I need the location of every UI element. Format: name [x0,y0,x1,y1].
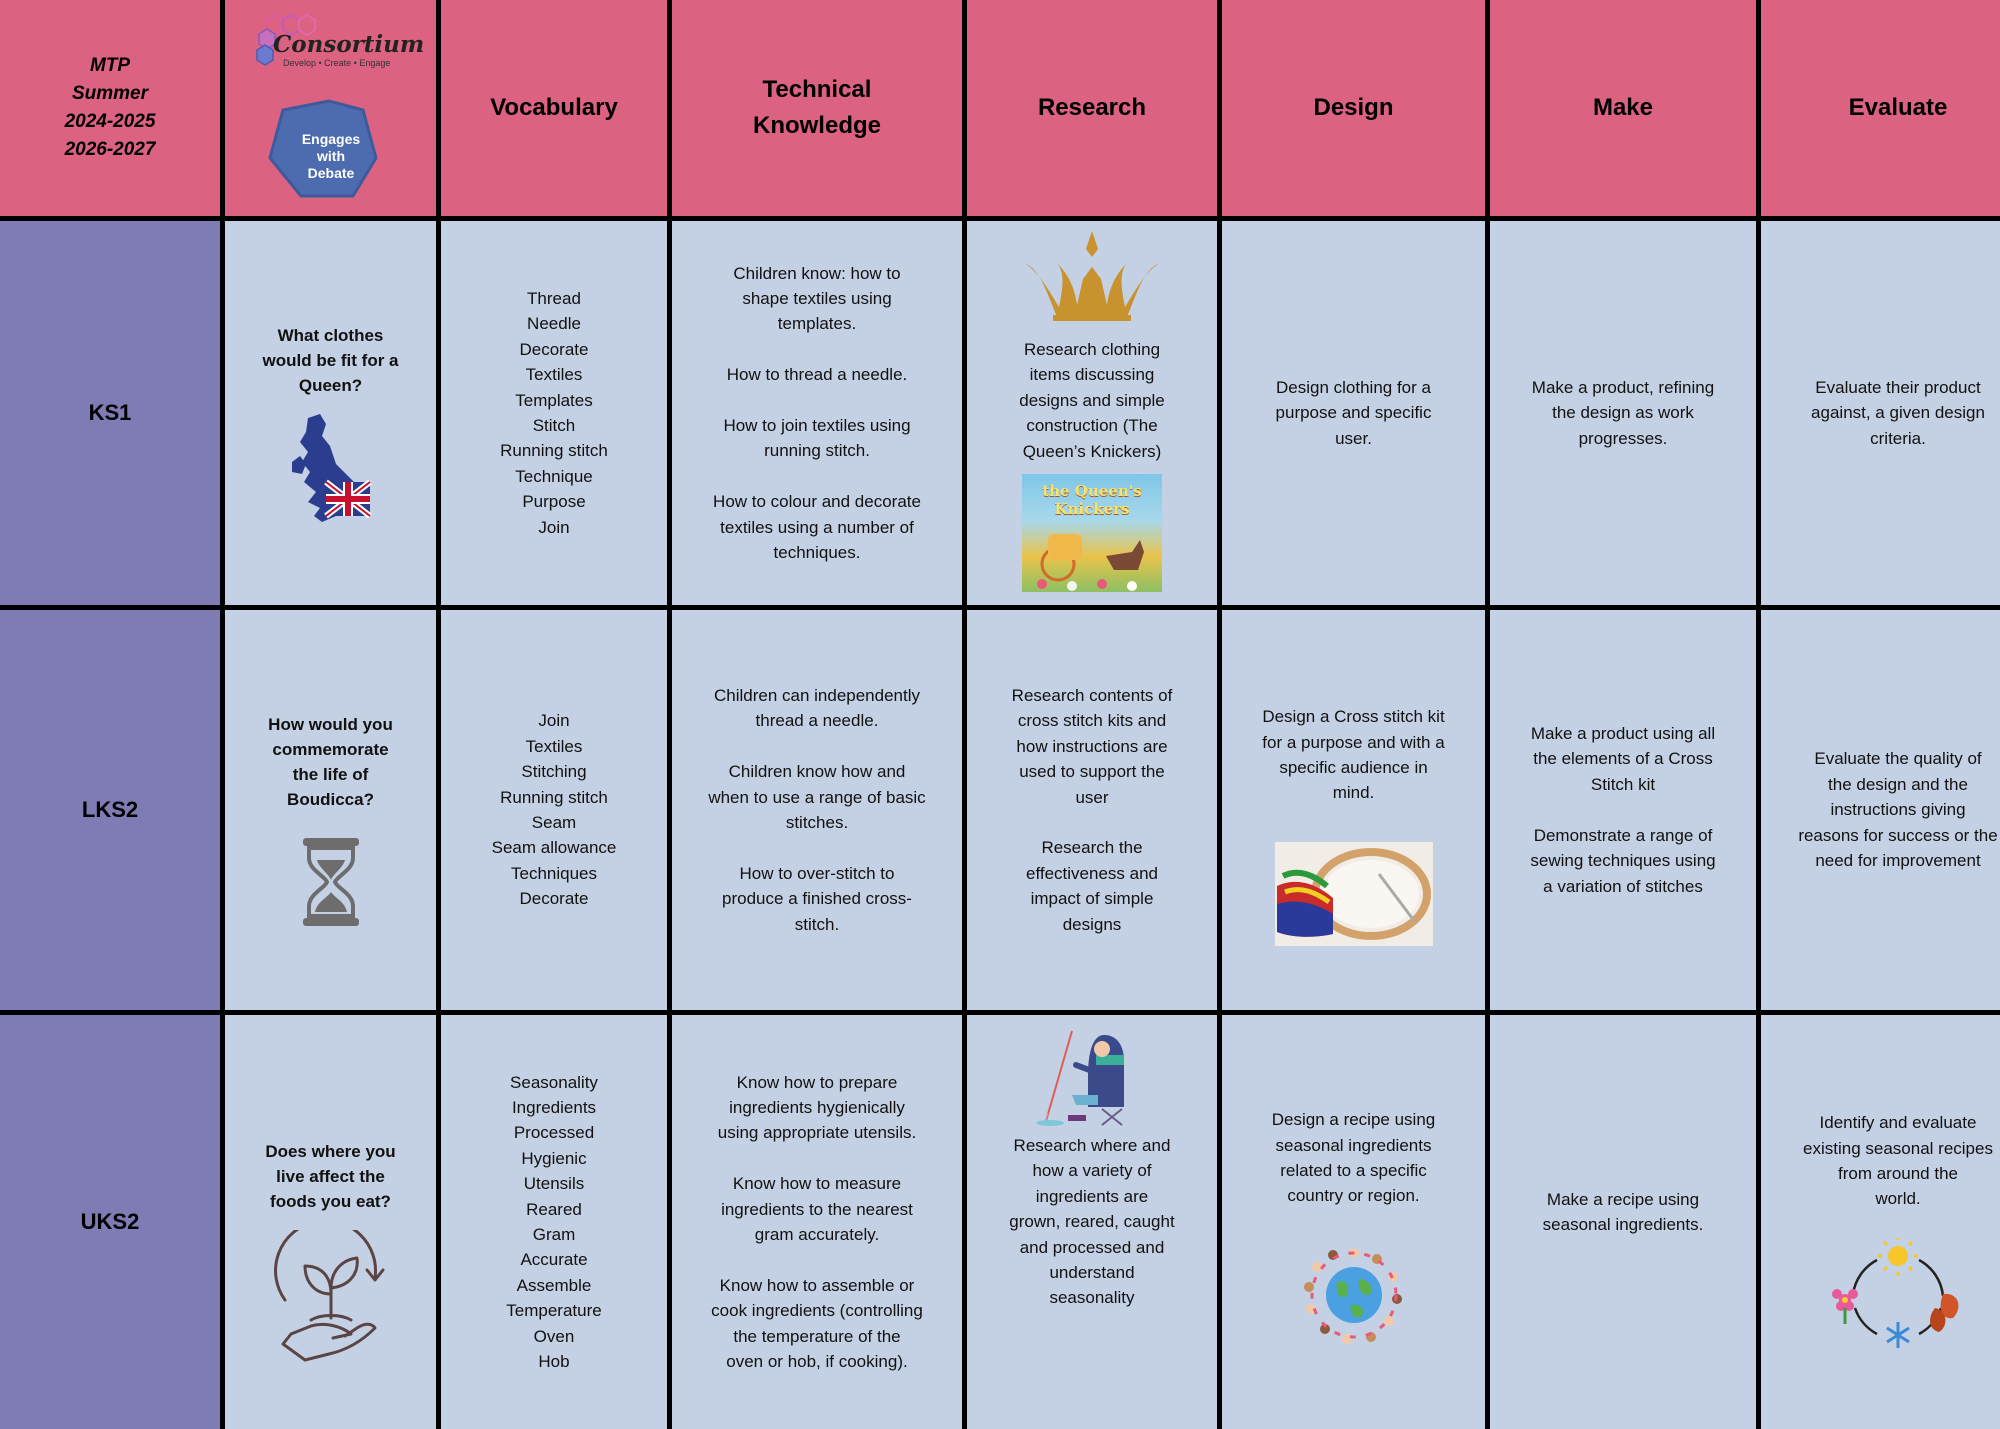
question-cell-uks2 [225,1015,436,1429]
seasons-cycle-icon [1831,1238,1965,1350]
snowflake-icon [1887,1322,1909,1348]
stage-uks2 [0,1015,220,1429]
crown-icon [1017,227,1167,327]
children-around-globe-icon [1299,1243,1409,1347]
question-text: Does where you live affect the foods you eat? [265,1141,396,1211]
header-make-label: Make [1592,94,1654,121]
evaluate-ks1 [1761,221,2000,605]
header-evaluate [1761,0,2000,216]
technical-ks1 [672,221,962,605]
header-technical-label: Technical Knowledge [752,76,881,139]
research-ks1 [967,221,1217,605]
ice-fishing-person-icon [1032,1025,1152,1127]
vocabulary-list: Thread Needle Decorate Textiles Templates Stitch Running stitch Technique Purpose Join [500,288,608,537]
vocabulary-ks1 [441,221,667,605]
header-evaluate-label: Evaluate [1848,94,1948,121]
header-technical-knowledge [672,0,962,216]
design-text: Design a recipe using seasonal ingredients related to a specific country or region. [1271,1110,1436,1206]
logo-cell [225,0,436,216]
stage-label: KS1 [88,400,132,425]
make-lks2 [1490,610,1756,1010]
make-text: Make a product, refining the design as work progresses. [1531,377,1715,448]
sun-icon [1878,1238,1918,1276]
question-text: What clothes would be fit for a Queen? [262,325,399,395]
vocabulary-list: Seasonality Ingredients Processed Hygienic Utensils Reared Gram Accurate Assemble Temperature Oven Hob [506,1072,602,1372]
technical-text: Children know: how to shape textiles using templates. How to thread a needle. How to join textiles using running stitch. How to colour and decorate textiles using a number of techniques. [713,263,921,563]
research-text: Research where and how a variety of ingredients are grown, reared, caught and processed and understand seasonality [1009,1136,1175,1308]
stage-label: LKS2 [81,797,139,822]
badge-line-2: with [317,148,345,164]
research-uks2 [967,1015,1217,1429]
evaluate-text: Evaluate the quality of the design and the instructions giving reasons for success or the need for improvement [1798,749,1998,871]
technical-text: Know how to prepare ingredients hygienically using appropriate utensils. Know how to measure ingredients to the nearest gram accurately. Know how to assemble or cook ingredients (controlling the temperature of the oven or hob, if cooking). [711,1072,923,1372]
make-ks1 [1490,221,1756,605]
mtp-title: MTP Summer 2024-2025 2026-2027 [64,55,156,160]
question-text: How would you commemorate the life of Boudicca? [268,715,393,809]
header-vocabulary-label: Vocabulary [490,94,618,121]
evaluate-uks2 [1761,1015,2000,1429]
vocabulary-list: Join Textiles Stitching Running stitch Seam Seam allowance Techniques Decorate [491,711,617,909]
mtp-title-cell [0,0,220,216]
header-research [967,0,1217,216]
research-text: Research clothing items discussing designs and simple construction (The Queen’s Knickers) [1019,340,1165,461]
header-design-label: Design [1313,94,1394,121]
stage-ks1 [0,221,220,605]
evaluate-text: Evaluate their product against, a given design criteria. [1811,377,1985,448]
book-title: the Queen's Knickers [1042,482,1142,519]
vocabulary-lks2 [441,610,667,1010]
design-text: Design clothing for a purpose and specific user. [1275,377,1432,448]
logo-wordmark: Consortium [273,31,425,58]
research-text: Research contents of cross stitch kits and how instructions are used to support the user Research the effectiveness and impact of simple designs [1011,685,1173,934]
flower-icon [1832,1289,1858,1324]
evaluate-text: Identify and evaluate existing seasonal recipes from around the world. [1803,1113,1993,1209]
stage-lks2 [0,610,220,1010]
evaluate-lks2 [1761,610,2000,1010]
badge-line-3: Debate [307,165,355,181]
header-design [1222,0,1485,216]
badge-line-1: Engages [301,131,361,147]
carriage-illustration-icon [1022,512,1162,592]
logo-tagline: Develop • Create • Engage [283,58,391,68]
question-cell-ks1 [225,221,436,605]
design-text: Design a Cross stitch kit for a purpose and with a specific audience in mind. [1262,707,1445,803]
header-research-label: Research [1037,94,1147,121]
header-vocabulary [441,0,667,216]
make-text: Make a recipe using seasonal ingredients. [1542,1189,1704,1234]
design-uks2 [1222,1015,1485,1429]
autumn-leaf-icon [1930,1294,1958,1332]
vocabulary-uks2 [441,1015,667,1429]
research-lks2 [967,610,1217,1010]
question-cell-lks2 [225,610,436,1010]
header-make [1490,0,1756,216]
make-text: Make a product using all the elements of a Cross Stitch kit Demonstrate a range of sewing techniques using a variation of stitches [1530,724,1716,896]
technical-lks2 [672,610,962,1010]
make-uks2 [1490,1015,1756,1429]
stage-label: UKS2 [80,1209,140,1234]
design-lks2 [1222,610,1485,1010]
technical-uks2 [672,1015,962,1429]
technical-text: Children can independently thread a needle. Children know how and when to use a range of basic stitches. How to over-stitch to produce a finished cross- stitch. [708,685,926,934]
uk-map-flag-icon [286,412,376,524]
queens-knickers-book-cover [1022,474,1162,592]
consortium-logo [225,0,436,216]
embroidery-hoop-photo-icon [1275,842,1433,946]
debate-badge-icon [270,101,376,196]
design-ks1 [1222,221,1485,605]
hourglass-icon [301,836,361,928]
plant-in-hand-icon [271,1230,391,1366]
